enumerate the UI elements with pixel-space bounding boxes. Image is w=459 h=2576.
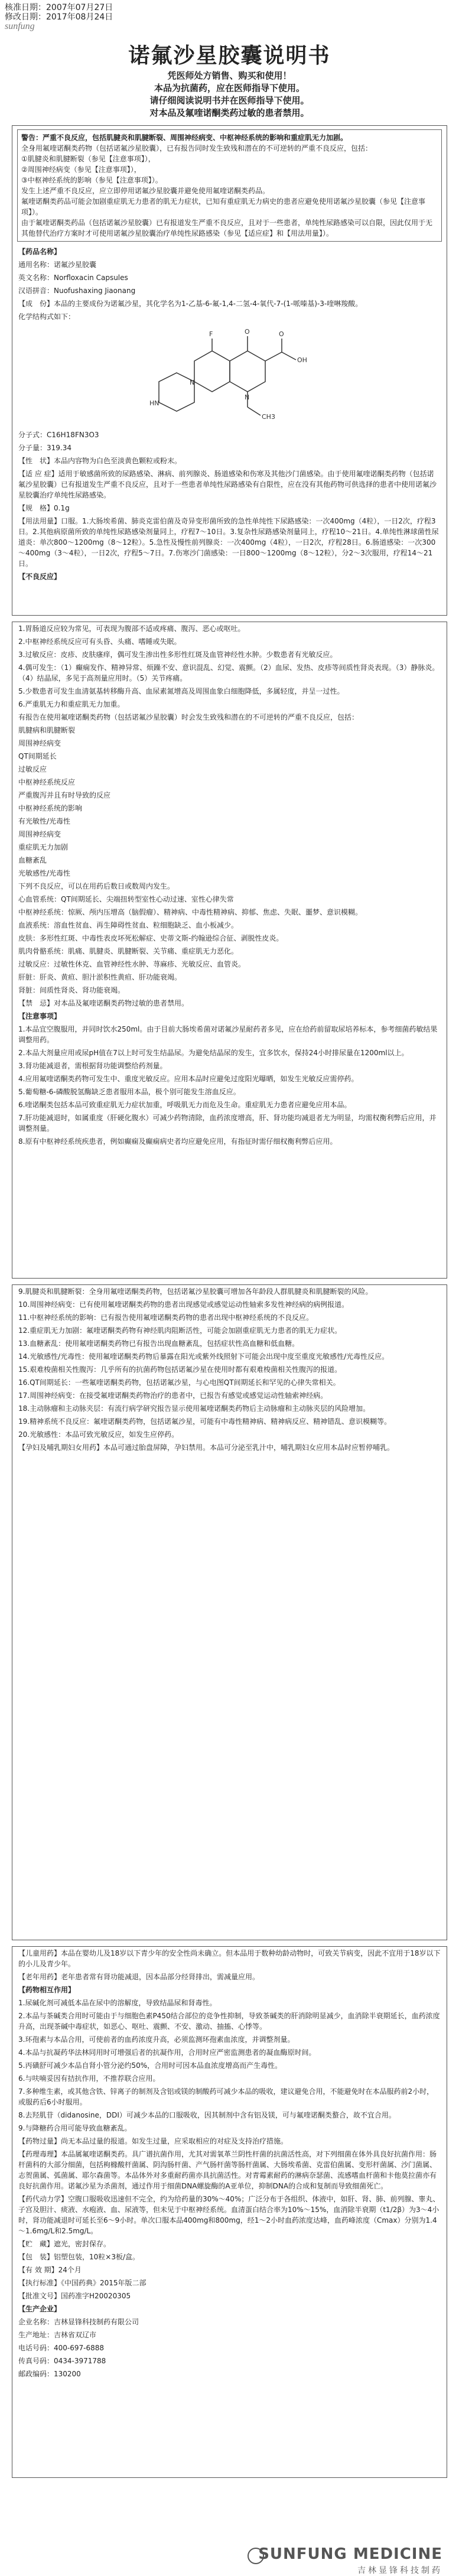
adverse-item: 2.中枢神经系统反应可有头昏、头痛、嗜睡或失眠。 [18,638,181,646]
adverse-allergy: 过敏反应：过敏性休克、血管神经性水肿、荨麻疹、光敏反应、血管炎。 [18,960,246,968]
svg-text:HN: HN [149,399,159,407]
adverse-bullet: 严重腹泻并且有时导致的反应 [18,791,111,799]
pinyin-name: 汉语拼音：Nuofushaxing Jiaonang [18,287,136,295]
adverse-cardio: 心血管系统：QT间期延长、尖端扭转型室性心动过速、室性心律失常 [18,895,234,903]
contraindication: 【禁 忌】对本品及氟喹诺酮类药物过敏的患者禁用。 [18,999,189,1007]
caution-heading: 【注意事项】 [18,1012,61,1020]
adverse-bullet: 肌腱病和肌腱断裂 [18,726,76,734]
svg-text:N: N [189,379,194,386]
caution-item: 16.QT间期延长：一些氟喹诺酮类药物，包括诺氟沙星，与心电图QT间期延长和罕见的心律失常相关。 [18,1378,340,1387]
interaction-item: 1.尿碱化剂可减低本品在尿中的溶解度，导致结晶尿和肾毒性。 [18,1999,217,2007]
leaflet-panel-1 [12,125,447,616]
specification: 【规 格】0.1g [18,504,70,512]
adverse-neuro: 中枢神经系统：惊厥、颅内压增高（脑假瘤）、精神病、中毒性精神病、抑郁、焦虑、失眠、噩梦、意识模糊。 [18,908,363,916]
warning-item: 由于氟喹诺酮类药品（包括诺氟沙星胶囊）已有报道发生严重不良反应，且对于一些患者，单纯性尿路感染可以自限，因此仅用于无其他替代治疗方案时才可使用诺氟沙星胶囊治疗单纯性尿路感染（参见【适应症】和【用法用量】）。 [21,219,433,238]
caution-item: 19.精神系统不良反应：氟喹诺酮类药物，包括诺氟沙星，可能有中毒性精神病、精神病反应、精神错乱、意识模糊等。 [18,1417,392,1426]
interaction-item: 4.本品与抗凝药华法林同用时可增强后者的抗凝作用，合用时应严密监测患者的凝血酶原时间。 [18,2048,316,2057]
caution-item: 12.重症肌无力加剧：氟喹诺酮类药物有神经肌肉阻断活性，可能会加剧重症肌无力患者的肌无力症状。 [18,1326,342,1335]
adverse-bullet: 重症肌无力加剧 [18,843,69,851]
indication: 【适 应 症】适用于敏感菌所致的尿路感染、淋病、前列腺炎、肠道感染和伤寒及其他沙门菌感染。由于使用氟喹诺酮类药物（包括诺氟沙星胶囊）已有报道发生严重不良反应，且对于一些患者单纯性尿路感染有自限性，应在没有其他药物可供选择的患者中使用诺氟沙星胶囊治疗单纯性尿路感染。 [18,470,437,499]
interaction-item: 9.与降糖药合用可能导致血糖紊乱。 [18,2124,132,2132]
warning-item: ②周围神经病变（参见【注意事项】）， [21,165,141,174]
caution-item: 1.本品宜空腹服用，并同时饮水250ml。由于目前大肠埃希菌对诺氟沙星耐药者多见，应在给药前留取尿培养标本，参考细菌药敏结果调整用药。 [18,1025,438,1044]
generic-name: 通用名称：诺氟沙星胶囊 [18,261,97,269]
molecular-formula: 分子式：C16H18FN3O3 [18,431,99,439]
leaflet-panel-2 [12,622,447,1279]
svg-text:O: O [244,328,250,336]
caution-item: 15.艰难梭菌相关性腹泻：几乎所有的抗菌药物包括诺氟沙星在使用时都有艰难梭菌相关性腹泻的报道。 [18,1365,342,1374]
adverse-item: 3.过敏反应：皮疹、皮肤瘙痒，偶可发生渗出性多形性红斑及血管神经性水肿。少数患者有光敏反应。 [18,650,337,659]
children-use: 【儿童用药】本品在婴幼儿及18岁以下青少年的安全性尚未确立。但本品用于数种幼龄动物时，可致关节病变，因此不宜用于18岁以下的小儿及青少年。 [18,1949,441,1968]
leaflet-panel-4 [12,1946,447,2478]
adverse-tail: 下列不良反应，可以在用药后数日或数周内发生。 [18,882,175,890]
interaction-item: 2.本品与茶碱类合用时可能由于与细胞色素P450结合部位的竞争性抑制，导致茶碱类的肝消除明显减少，血消除半衰期延长，血药浓度升高，出现茶碱中毒症状，如恶心、呕吐、震颤、不安、激动、抽搐、心悸等。 [18,2012,440,2031]
warning-item: 发生上述严重不良反应，应立即停用诺氟沙星胶囊并避免使用氟喹诺酮类药品。 [21,187,270,195]
notice-line: 凭医师处方销售、购买和使用！ [167,70,292,81]
caution-item: 18.主动脉瘤和主动脉夹层：有流行病学研究报告显示使用氟喹诺酮类药物后主动脉瘤和主动脉夹层的风险增加。 [18,1404,370,1413]
svg-text:OH: OH [297,356,307,364]
caution-item: 17.周围神经病变：在接受氟喹诺酮类药物治疗的患者中，已报告有感觉或感觉运动性轴索神经病。 [18,1391,328,1400]
caution-item: 4.应用氟喹诺酮类药物可发生中、重度光敏反应。应用本品时应避免过度阳光曝晒，如发生光敏反应需停药。 [18,1075,359,1083]
adverse-bullet: 有光敏性/光毒性 [18,817,71,825]
warning-label: 警告：严重不良反应，包括肌腱炎和肌腱断裂、周围神经病变、中枢神经系统的影响和重症肌无力加剧。 [21,134,348,142]
maker-phone: 电话号码：400-697-6888 [18,2344,105,2352]
warning-item: 全身用氟喹诺酮类药物（包括诺氟沙星胶囊），已有报告同时发生致残和潜在的不可逆转的严重不良反应，包括： [21,144,373,152]
name-heading: 【药品名称】 [18,248,61,256]
svg-text:F: F [209,330,213,338]
validity: 【有 效 期】24个月 [18,2266,82,2274]
adverse-bullet: 中枢神经系统反应 [18,778,76,786]
adverse-bullet: 血糖紊乱 [18,856,47,864]
warning-item: ③中枢神经系统的影响（参见【注意事项】）。 [21,176,162,184]
interaction-item: 5.丙磺舒可减少本品自肾小管分泌约50%，合用时可因本品血浓度增高而产生毒性。 [18,2061,282,2070]
leaflet-panel-3 [12,1284,447,1940]
adverse-hepatic: 肝脏：肝炎、黄疸、胆汁淤积性黄疸、肝功能衰竭。 [18,973,182,981]
adverse-bullet: 周围神经病变 [18,830,61,838]
adverse-item: 6.严重肌无力和重症肌无力加重。 [18,700,125,708]
page-title: 诺氟沙星胶囊说明书 [128,44,331,68]
pregnancy: 【孕妇及哺乳期妇女用药】本品可通过胎盘屏障，孕妇禁用。本品可分泌至乳汁中，哺乳期妇女应用本品时应暂停哺乳。 [18,1443,395,1452]
caution-item: 3.肾功能减退者，需根据肾功能调整给药剂量。 [18,1062,167,1070]
notice-line: 请仔细阅读说明书并在医师指导下使用。 [149,95,310,106]
caution-item: 5.葡萄糖-6-磷酸脱氢酶缺乏患者服用本品，极个别可能发生溶血反应。 [18,1088,240,1096]
interaction-heading: 【药物相互作用】 [18,1986,76,1994]
caution-item: 10.周围神经病变：已有使用氟喹诺酮类药物的患者出现感觉或感觉运动性轴索多发性神经病的病例报道。 [18,1300,349,1309]
elderly-use: 【老年用药】老年患者常有肾功能减退，因本品部分经肾排出，需减量应用。 [18,1973,260,1981]
maker-fax: 传真号码：0434-3971788 [18,2357,106,2365]
pharmacokinetics: 【药代动力学】空腹口服吸收迅速但不完全，约为给药量的30%～40%；广泛分布于各组织、体液中，如肝、肾、肺、前列腺、睾丸、子宫及胆汁、痰液、水疱液、血、尿液等，但未见于中枢神经系统。血清蛋白结合率为10%～15%，血消除半衰期（t1/2β）为3～4小时，肾功能减退时可延长至6～9小时。单次口服本品400mg和800mg，经1～2小时血药浓度达峰，血药峰浓度（Cmax）分别为1.4～1.6mg/L和2.5mg/L。 [18,2195,440,2235]
svg-text:CH3: CH3 [261,413,275,421]
interaction-item: 7.多种维生素，或其他含铁、锌离子的制剂及含铝或镁的制酸药可减少本品的吸收，建议避免合用，不能避免时在本品服药前2小时，或服药后6小时服用。 [18,2087,434,2106]
structure-label: 化学结构式如下： [18,313,76,321]
adverse-item: 1.胃肠道反应较为常见，可表现为腹部不适或疼痛、腹泻、恶心或呕吐。 [18,625,245,633]
adverse-item: 4.偶可发生：（1）癫痫发作、精神异常、烦躁不安、意识混乱、幻觉、震颤。（2）血尿、发热、皮疹等间质性肾炎表现。（3）静脉炎。（4）结晶尿，多见于高剂量应用时。（5）关节疼痛。 [18,663,440,682]
adverse-bullet: 光敏感性/光毒性 [18,869,71,877]
adverse-blood: 血液系统：溶血性贫血、再生障碍性贫血、粒细胞缺乏、血小板减少。 [18,921,239,929]
caution-item: 9.肌腱炎和肌腱断裂：全身用氟喹诺酮类药物，包括诺氟沙星胶囊可增加各年龄段人群肌腱炎和肌腱断裂的风险。 [18,1287,373,1296]
revise-date: 修改日期：2017年08月24日 [5,12,113,22]
caution-item: 14.光敏感性/光毒性：使用氟喹诺酮类药物后暴露在阳光或紫外线照射下可能会出现中度至重度光敏感性/光毒性反应。 [18,1352,389,1361]
svg-text:N: N [244,393,249,401]
interaction-item: 6.与呋喃妥因有拮抗作用，不推荐联合应用。 [18,2074,160,2083]
caution-item: 6.喹诺酮类包括本品可致重症肌无力症状加重，呼吸肌无力而危及生命。重症肌无力患者应避免应用本品。 [18,1101,351,1109]
adverse-heading: 【不良反应】 [18,573,61,581]
dosage: 【用法用量】口服。1.大肠埃希菌、肺炎克雷伯菌及奇异变形菌所致的急性单纯性下尿路感染：一次400mg（4粒），一日2次，疗程3日。2.其他病原菌所致的单纯性尿路感染剂量同上，疗程7～10日。3.复杂性尿路感染剂量同上，疗程10～21日。4.单纯性淋球菌性尿道炎：单次800～1200mg（8～12粒）。5.急性及慢性前列腺炎：一次400mg（4粒），一日2次，疗程28日。6.肠道感染：一次300～400mg（3～4粒），一日2次，疗程5～7日。7.伤寒沙门菌感染：一日800～1200mg（8～12粒），分2～3次服用，疗程14～21日。 [18,517,439,568]
standard: 【执行标准】《中国药典》2015年版二部 [18,2279,147,2287]
brand-name-cn: 吉林显锋科技制药 [357,2566,442,2575]
caution-item: 13.血糖紊乱：使用氟喹诺酮类药物已有报告出现血糖紊乱，包括症状性高血糖和低血糖。 [18,1339,300,1348]
molecular-weight: 分子量：319.34 [18,444,71,452]
caution-item: 8.原有中枢神经系统疾患者，例如癫痫及癫痫病史者均应避免应用，有指征时需仔细权衡利弊后应用。 [18,1137,337,1146]
english-name: 英文名称：Norfloxacin Capsules [18,274,128,282]
notice-line: 本品为抗菌药，应在医师指导下使用。 [154,83,305,93]
character: 【性 状】本品内容物为白色至淡黄色颗粒或粉末。 [18,457,182,465]
footer [0,2481,459,2576]
caution-item: 11.中枢神经系统的影响：已有报告使用氟喹诺酮类药物的患者出现中枢神经系统的不良反应。 [18,1313,314,1322]
overdose: 【药物过量】尚无本品过量的报道。如发生过量，应采取相应的对症及支持治疗措施。 [18,2137,288,2145]
maker-name: 企业名称：吉林显锋科技制药有限公司 [18,2318,139,2326]
adverse-item: 5.少数患者可发生血清氨基转移酶升高、血尿素氮增高及周围血象白细胞降低，多属轻度，并呈一过性。 [18,687,344,695]
ingredient: 【成 份】本品的主要成份为诺氟沙星，其化学名为1-乙基-6-氟-1,4-二氢-4-氧代-7-(1-哌嗪基)-3-喹啉羧酸。 [18,300,363,308]
package: 【包 装】铝塑包装，10粒×3板/盒。 [18,2253,140,2261]
warning-item: ①肌腱炎和肌腱断裂（参见【注意事项】）， [21,155,155,163]
warning-box [17,129,442,242]
storage: 【贮 藏】遮光，密封保存。 [18,2240,111,2248]
header [0,0,459,35]
maker-zip: 邮政编码：130200 [18,2370,81,2378]
top-logo: sunfung [5,21,35,31]
maker-address: 生产地址：吉林省双辽市 [18,2331,97,2339]
svg-text:O: O [278,330,284,338]
adverse-musculo: 肌肉骨骼系统：肌痛、肌腱炎、肌腱断裂、关节痛、重症肌无力恶化。 [18,947,239,955]
notice-line: 对本品及氟喹诺酮类药过敏的患者禁用。 [149,108,310,118]
adverse-bullet: 周围神经病变 [18,739,61,747]
maker-heading: 【生产企业】 [18,2305,61,2313]
interaction-item: 3.环孢素与本品合用，可使前者的血药浓度升高，必须监测环孢素血浓度，并调整剂量。 [18,2035,295,2044]
brand-name-en: SUNFUNG MEDICINE [258,2545,442,2563]
caution-item: 2.本品大剂量应用或尿pH值在7以上时可发生结晶尿。为避免结晶尿的发生，宜多饮水，保持24小时排尿量在1200ml以上。 [18,1049,409,1057]
approve-date: 核准日期：2007年07月27日 [5,3,113,12]
notice-block [0,70,459,119]
adverse-bullet: 中枢神经系统的影响 [18,804,83,812]
interaction-item: 8.去羟肌苷（didanosine，DDI）可减少本品的口服吸收，因其制剂中含有铝及镁，可与氟喹诺酮类螯合，故不宜合用。 [18,2111,396,2119]
adverse-bullet: QT间期延长 [18,752,57,760]
adverse-bullet: 过敏反应 [18,765,47,773]
chemical-structure [123,326,336,426]
caution-item: 20.光敏感性：本品可致光敏反应，如发生应停药。 [18,1430,179,1439]
adverse-skin: 皮肤：多形性红斑、中毒性表皮坏死松解症、史蒂文斯-约翰逊综合征、剥脱性皮炎。 [18,934,284,942]
structure-diagram [123,326,336,426]
adverse-renal: 肾脏：间质性肾炎、肾功能衰竭。 [18,986,125,994]
pharmacology: 【药理毒理】本品属氟喹诺酮类药。具广谱抗菌作用，尤其对需氧革兰阴性杆菌的抗菌活性高，对下列细菌在体外具良好抗菌作用：肠杆菌科的大部分细菌，包括枸橼酸杆菌属、阴沟肠杆菌、产气肠杆菌等肠杆菌属、大肠埃希菌、克雷伯菌属、变形杆菌属、沙门菌属、志贺菌属、弧菌属、耶尔森菌等。本品体外对多重耐药菌亦具抗菌活性。对青霉素耐药的淋病奈瑟菌、流感嗜血杆菌和卡他莫拉菌亦有良好抗菌作用。诺氟沙星为杀菌剂，通过作用于细菌DNA螺旋酶的A亚单位，抑制DNA的合成和复制而导致细菌死亡。 [18,2150,437,2190]
adverse-item: 有报告在使用氟喹诺酮类药物（包括诺氟沙星胶囊）时会发生致残和潜在的不可逆转的严重不良反应，包括： [18,713,359,721]
caution-item: 7.肝功能减退时，如属重度（肝硬化腹水）可减少药物清除，血药浓度增高，肝、肾功能均减退者尤为明显，均需权衡利弊后应用，并调整剂量。 [18,1114,437,1133]
approval-number: 【批准文号】国药准字H20020305 [18,2292,131,2300]
warning-item: 氟喹诺酮类药品可能会加剧重症肌无力患者的肌无力症状，已知有重症肌无力病史的患者应避免使用诺氟沙星胶囊（参见【注意事项】）。 [21,197,426,216]
